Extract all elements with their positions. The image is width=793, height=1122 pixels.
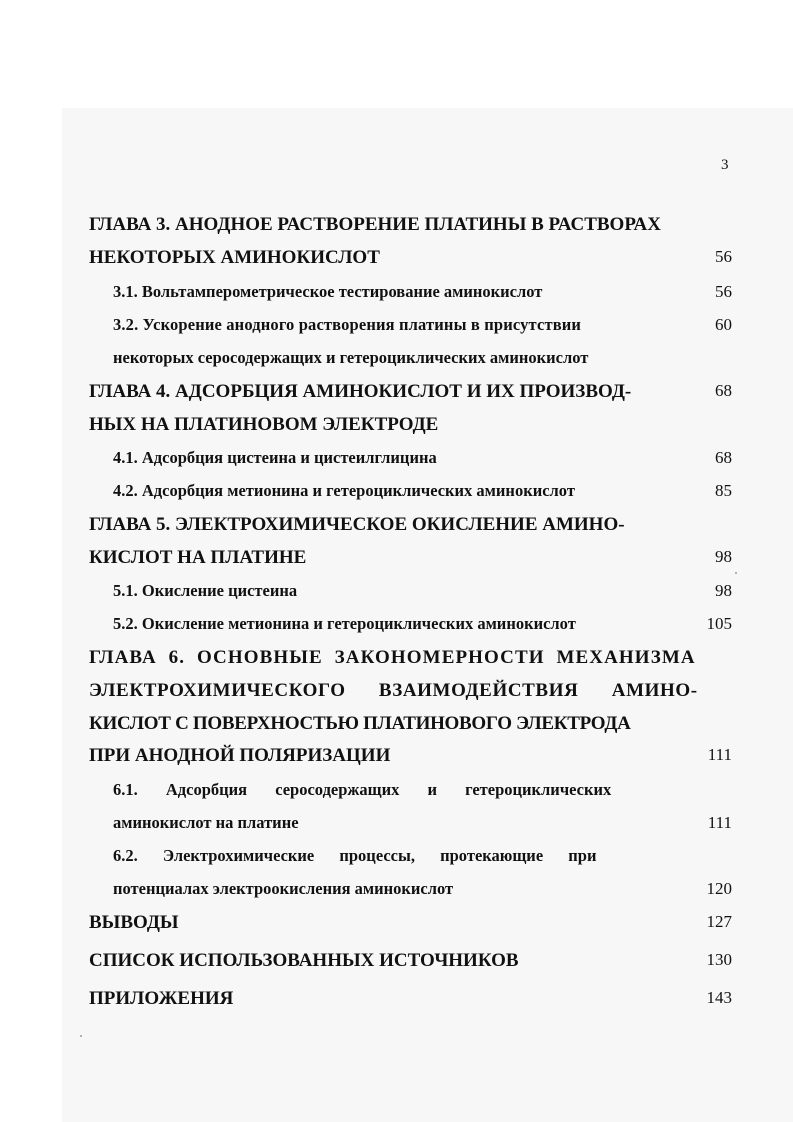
toc-references (89, 950, 732, 974)
toc-section-6-1-title-cont: аминокислот на платине (113, 813, 299, 832)
toc-section-6-2-page: 120 (706, 879, 732, 898)
toc-section-6-1-line-1 (113, 780, 673, 804)
toc-section-4-1 (113, 448, 732, 472)
toc-chapter-6-line-1 (89, 647, 696, 671)
toc-chapter-6-line-3 (89, 713, 659, 737)
page-number: 3 (721, 157, 729, 173)
toc-section-6-1-line-2 (113, 813, 732, 837)
toc-section-3-2-line-1 (113, 315, 732, 339)
toc-chapter-4-line-1 (89, 381, 732, 405)
toc-chapter-4-title: ГЛАВА 4. АДСОРБЦИЯ АМИНОКИСЛОТ И ИХ ПРОИЗВОД- (89, 381, 632, 402)
toc-section-3-1 (113, 282, 732, 306)
toc-section-5-2-title: 5.2. Окисление метионина и гетероциклических аминокислот (113, 614, 576, 633)
toc-conclusions (89, 912, 732, 936)
toc-section-4-2 (113, 481, 732, 505)
toc-chapter-5-title-cont: КИСЛОТ НА ПЛАТИНЕ (89, 547, 307, 568)
toc-chapter-3-title (89, 214, 659, 236)
toc-section-5-2 (113, 614, 732, 638)
toc-chapter-5-title: ГЛАВА 5. ЭЛЕКТРОХИМИЧЕСКОЕ ОКИСЛЕНИЕ АМИНО- (89, 514, 625, 535)
toc-chapter-3-line-2 (89, 247, 732, 271)
toc-chapter-3-line-1 (89, 214, 659, 238)
toc-appendices (89, 988, 732, 1012)
toc-chapter-6-title-cont-3: ПРИ АНОДНОЙ ПОЛЯРИЗАЦИИ (89, 745, 391, 766)
toc-chapter-4-page: 68 (715, 381, 732, 400)
toc-chapter-4-line-2 (89, 414, 649, 438)
toc-conclusions-title: ВЫВОДЫ (89, 912, 179, 933)
toc-chapter-4-title-cont: НЫХ НА ПЛАТИНОВОМ ЭЛЕКТРОДЕ (89, 414, 439, 435)
toc-section-6-1-title: 6.1. Адсорбция серосодержащих и гетероциклических (113, 780, 612, 799)
toc-chapter-5-line-1 (89, 514, 649, 538)
toc-chapter-5-line-2 (89, 547, 732, 571)
toc-appendices-title: ПРИЛОЖЕНИЯ (89, 988, 234, 1009)
toc-chapter-6-title-cont-2: КИСЛОТ С ПОВЕРХНОСТЬЮ ПЛАТИНОВОГО ЭЛЕКТРОДА (89, 713, 631, 734)
toc-references-page: 130 (706, 950, 732, 969)
toc-conclusions-page: 127 (706, 912, 732, 931)
toc-appendices-page: 143 (706, 988, 732, 1007)
toc-references-title: СПИСОК ИСПОЛЬЗОВАННЫХ ИСТОЧНИКОВ (89, 950, 519, 971)
toc-chapter-6-title-cont-1: ЭЛЕКТРОХИМИЧЕСКОГО ВЗАИМОДЕЙСТВИЯ АМИНО- (89, 680, 698, 701)
toc-section-5-1-title: 5.1. Окисление цистеина (113, 581, 298, 600)
toc-chapter-3-page: 56 (715, 247, 732, 266)
toc-section-3-2-title: 3.2. Ускорение анодного растворения платины в присутствии (113, 315, 582, 334)
toc-section-5-1 (113, 581, 732, 605)
toc-section-3-2-title-cont: некоторых серосодержащих и гетероциклических аминокислот (113, 348, 589, 367)
toc-section-6-2-line-2 (113, 879, 732, 903)
toc-section-3-2-page: 60 (715, 315, 732, 334)
toc-section-4-2-page: 85 (715, 481, 732, 500)
toc-section-3-1-page: 56 (715, 282, 732, 301)
toc-section-6-2-line-1 (113, 846, 673, 870)
toc-section-6-2-title-cont: потенциалах электроокисления аминокислот (113, 879, 454, 898)
toc-section-4-2-title: 4.2. Адсорбция метионина и гетероциклических аминокислот (113, 481, 575, 500)
scan-speck (735, 572, 737, 574)
toc-section-6-1-page: 111 (707, 813, 732, 832)
toc-text: ГЛАВА 3. АНОДНОЕ РАСТВОРЕНИЕ ПЛАТИНЫ В РАСТВОРАХ (89, 214, 661, 235)
toc-section-3-1-title: 3.1. Вольтамперометрическое тестирование аминокислот (113, 282, 543, 301)
toc-section-4-1-title: 4.1. Адсорбция цистеина и цистеилглицина (113, 448, 437, 467)
toc-section-5-1-page: 98 (715, 581, 732, 600)
toc-chapter-6-title: ГЛАВА 6. ОСНОВНЫЕ ЗАКОНОМЕРНОСТИ МЕХАНИЗМА (89, 647, 696, 668)
toc-chapter-3-title-cont: НЕКОТОРЫХ АМИНОКИСЛОТ (89, 247, 380, 268)
toc-chapter-6-line-2 (89, 680, 698, 704)
toc-chapter-6-line-4 (89, 745, 732, 769)
toc-section-3-2-line-2 (113, 348, 673, 372)
toc-chapter-6-page: 111 (707, 745, 732, 764)
toc-section-5-2-page: 105 (706, 614, 732, 633)
toc-section-6-2-title: 6.2. Электрохимические процессы, протекающие при (113, 846, 597, 865)
toc-section-4-1-page: 68 (715, 448, 732, 467)
toc-chapter-5-page: 98 (715, 547, 732, 566)
scan-speck (80, 1035, 82, 1037)
